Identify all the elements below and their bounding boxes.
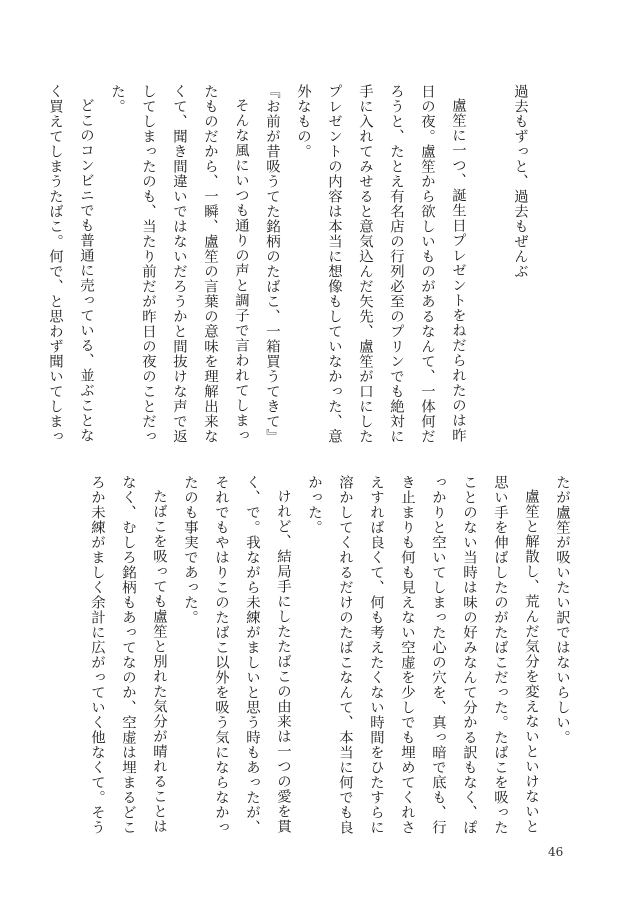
dialogue-line: 『お前が昔吸うてた銘柄のたばこ、一箱買うてきて』 xyxy=(264,84,280,444)
text-line: く買えてしまうたばこ。何で、と思わず聞いてしまっ xyxy=(47,84,63,444)
text-line: それでもやはりこのたばこ以外を吸う気にならなかっ xyxy=(213,475,229,835)
text-line: どこのコンビニでも普通に売っている、並ぶことな xyxy=(78,98,94,444)
text-tier-top xyxy=(47,84,535,444)
text-line: してしまったのも、当たり前だが昨日の夜のことだっ xyxy=(140,84,156,444)
text-line: っかりと空いてしまった心の穴を、真っ暗で底も、行 xyxy=(430,475,446,835)
text-tier-bottom xyxy=(89,475,577,835)
text-line: 思い手を伸ばしたのがたばこだった。たばこを吸った xyxy=(492,475,508,835)
page-title: 過去もずっと、過去もぜんぶ xyxy=(512,84,528,279)
text-line: たものだから、一瞬、盧笙の言葉の意味を理解出来な xyxy=(202,84,218,444)
text-line: たが盧笙が吸いたい訳ではないらしい。 xyxy=(554,475,570,745)
text-line: ろうと、たとえ有名店の行列必至のプリンでも絶対に xyxy=(388,84,404,444)
text-line: そんな風にいつも通りの声と調子で言われてしまっ xyxy=(233,98,249,444)
text-line: 溶かしてくれるだけのたばこなんて、本当に何でも良 xyxy=(337,475,353,835)
text-line: けれど、結局手にしたたばこの由来は一つの愛を貫 xyxy=(275,489,291,835)
text-line: かった。 xyxy=(306,475,322,535)
page-number: 46 xyxy=(548,845,564,859)
text-line: き止まりも何も見えない空虚を少しでも埋めてくれさ xyxy=(399,475,415,835)
text-line: 日の夜。盧笙から欲しいものがあるなんて、一体何だ xyxy=(419,84,435,444)
text-line: く、で。我ながら未練がましいと思う時もあったが、 xyxy=(244,475,260,835)
blank-line xyxy=(473,84,504,436)
text-line: なく、むしろ銘柄もあってなのか、空虚は埋まるどこ xyxy=(120,475,136,835)
text-line: くて、聞き間違いではないだろうかと間抜けな声で返 xyxy=(171,84,187,444)
text-line: 盧笙に一つ、誕生日プレゼントをねだられたのは昨 xyxy=(450,98,466,444)
text-line: えすれば良くて、何も考えたくない時間をひたすらに xyxy=(368,475,384,835)
text-line: ことのない当時は味の好みなんて分かる訳もなく、ぽ xyxy=(461,475,477,835)
text-line: 手に入れてみせると意気込んだ矢先、盧笙が口にした xyxy=(357,84,373,444)
text-line: 盧笙と解散し、荒んだ気分を変えないといけないと xyxy=(523,489,539,835)
text-line: プレゼントの内容は本当に想像もしていなかった、意 xyxy=(326,84,342,444)
text-line: 外なもの。 xyxy=(295,84,311,159)
text-line: た。 xyxy=(109,84,125,114)
text-line: たばこを吸っても盧笙と別れた気分が晴れることは xyxy=(151,489,167,835)
text-line: たのも事実であった。 xyxy=(182,475,198,625)
text-line: ろか未練がましく余計に広がっていく他なくて。そう xyxy=(89,475,105,835)
